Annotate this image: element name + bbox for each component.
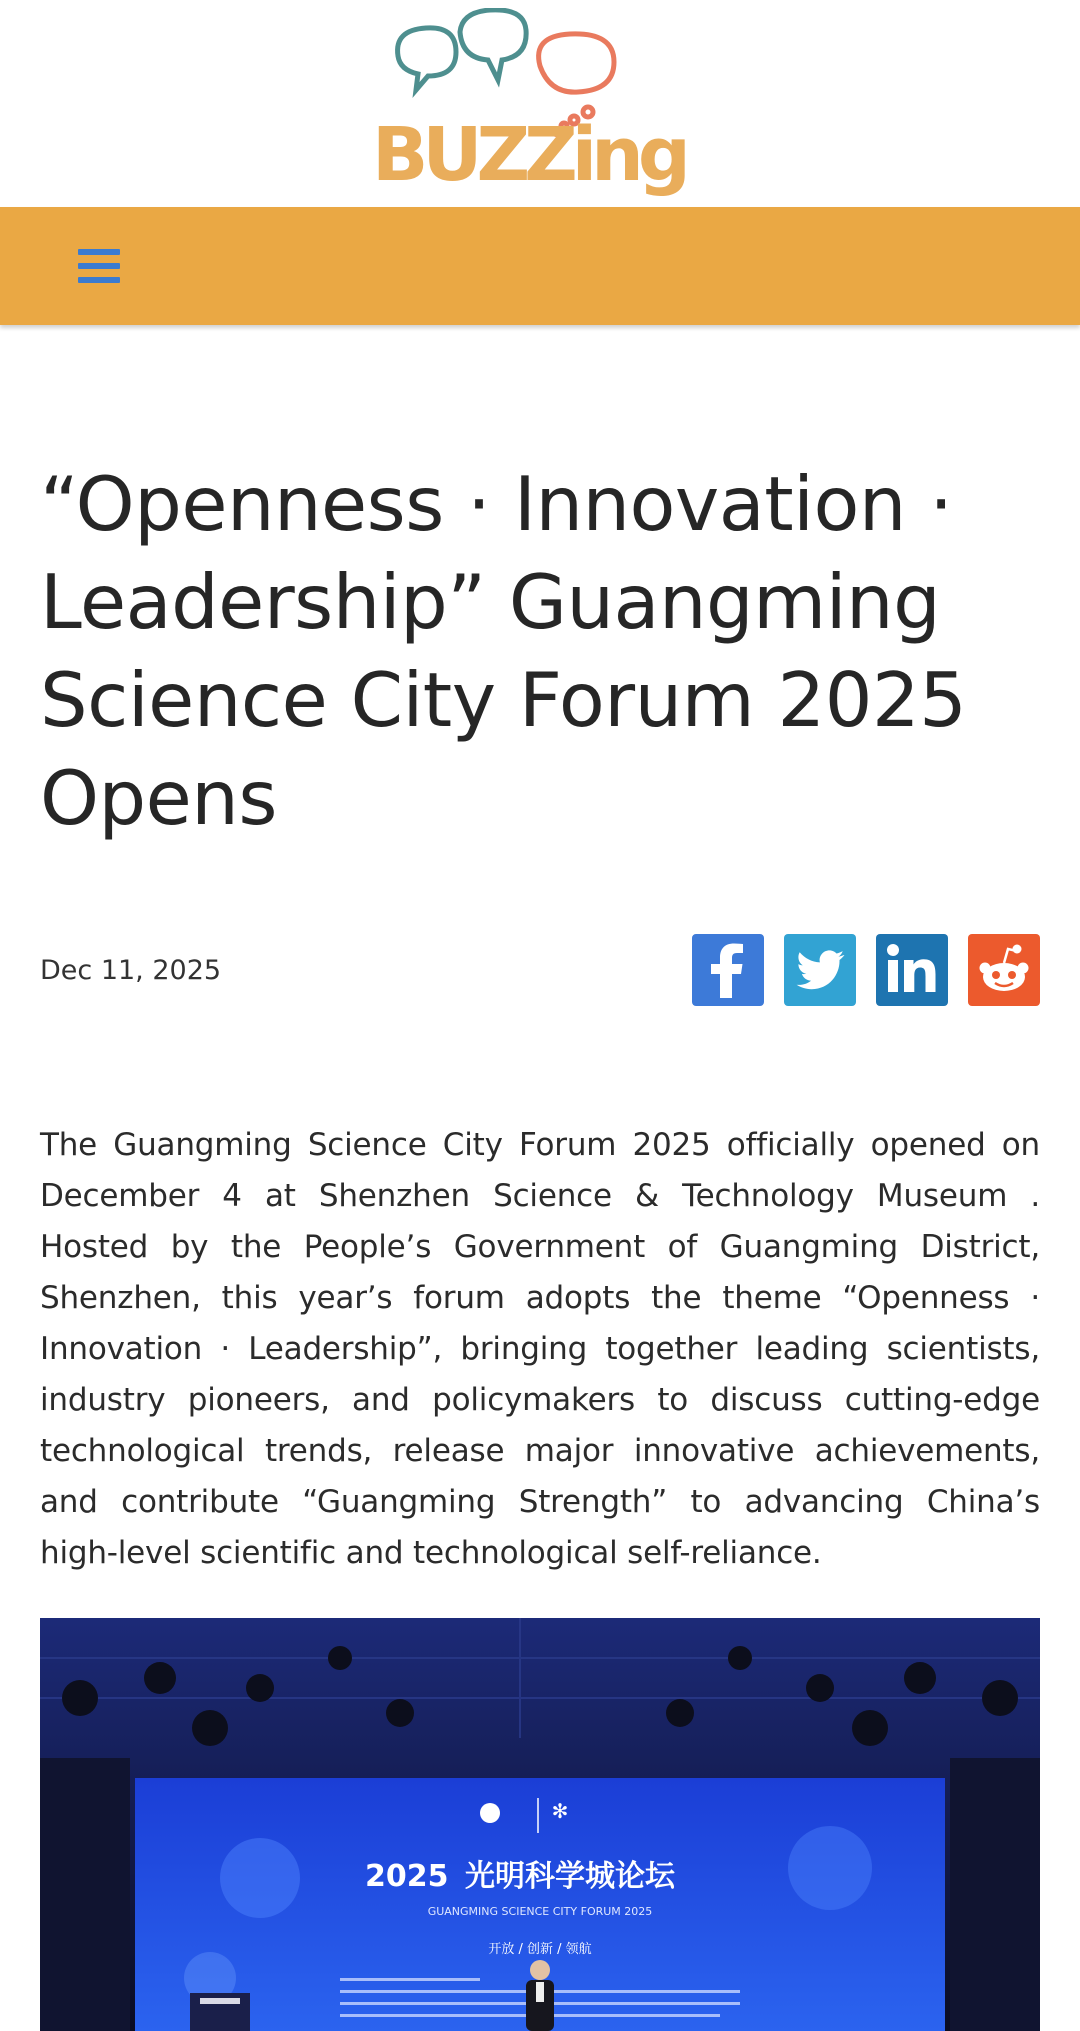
site-logo[interactable] [368,8,718,198]
article-title: “Openness · Innovation · Leadership” Guangming Science City Forum 2025 Opens [40,460,967,842]
article-body: The Guangming Science City Forum 2025 officially opened on December 4 at Shenzhen Science & Technology Museum . Hosted by the People’s Government of Guangming District, Shenzhen, this year’s forum adopts the theme “Openness · Innovation · Leadership”, bringing together leading scientists, industry pioneers, and policymakers to discuss cutting-edge technological trends, release major innovative achievements, and contribute “Guangming Strength” to advancing China’s high-level scientific and technological self-reliance. [40,1127,1040,1571]
logo-text: BUZZing [372,112,685,198]
twitter-share-button[interactable] [784,934,856,1006]
stage-year: 2025 [365,1859,449,1894]
article-date: Dec 11, 2025 [40,955,222,986]
speaker-figure [526,1960,554,2031]
facebook-icon [692,934,764,1006]
facebook-share-button[interactable] [692,934,764,1006]
site-header [0,0,1080,207]
reddit-icon [968,934,1040,1006]
stage-theme-cn: 开放 / 创新 / 领航 [488,1942,592,1957]
linkedin-share-button[interactable] [876,934,948,1006]
svg-text:✻: ✻ [551,1799,569,1823]
twitter-icon [784,934,856,1006]
linkedin-icon [876,934,948,1006]
hamburger-menu-icon[interactable] [68,241,132,291]
reddit-share-button[interactable] [968,934,1040,1006]
stage-title-en: GUANGMING SCIENCE CITY FORUM 2025 [427,1905,653,1918]
stage-title-cn: 光明科学城论坛 [465,1859,675,1894]
article-photo [40,1618,1040,2031]
nav-bar [0,207,1080,325]
